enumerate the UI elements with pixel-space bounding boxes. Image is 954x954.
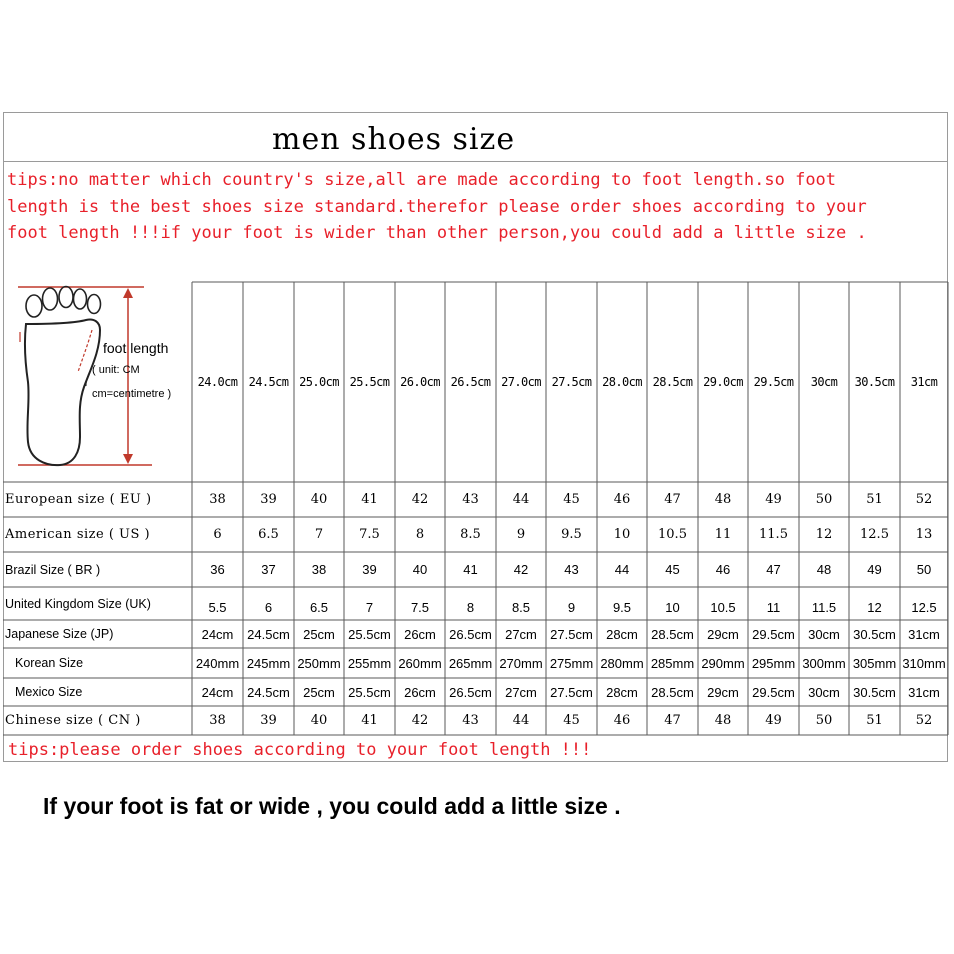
table-cell: 7	[314, 527, 324, 542]
table-cell: 45	[563, 713, 580, 728]
table-cell: 24cm	[201, 626, 234, 642]
table-cell: 11.5	[759, 527, 788, 542]
table-cell: 8.5	[511, 600, 531, 615]
table-cell: 28cm	[606, 684, 638, 700]
foot-length-label: foot length	[103, 340, 169, 356]
table-cell: 48	[816, 562, 832, 577]
header-cell: 31cm	[910, 375, 938, 389]
table-cell: 47	[766, 562, 781, 577]
table-cell: 6	[213, 527, 222, 542]
table-cell: 26.5cm	[449, 626, 492, 642]
header-cell: 28.0cm	[602, 375, 642, 389]
table-cell: 38	[311, 562, 327, 577]
table-cell: 29cm	[707, 626, 739, 642]
table-cell: 46	[715, 562, 731, 577]
table-cell: 37	[261, 562, 276, 577]
table-cell: 38	[209, 492, 226, 507]
row-label: Chinese size ( CN )	[5, 713, 141, 728]
tips-top-line: length is the best shoes size standard.therefor please order shoes according to your	[7, 196, 867, 217]
table-cell: 12.5	[911, 600, 937, 615]
table-cell: 250mm	[297, 655, 341, 671]
table-cell: 46	[613, 713, 631, 728]
table-cell: 28cm	[606, 626, 638, 642]
table-cell: 7	[365, 600, 374, 615]
tips-bottom: tips:please order shoes according to your foot length !!!	[8, 740, 592, 760]
table-cell: 52	[915, 713, 933, 728]
table-cell: 25.5cm	[348, 684, 391, 700]
table-cell: 10.5	[710, 600, 736, 615]
fit-note: If your foot is fat or wide , you could add a little size .	[43, 793, 621, 819]
row-label: European size ( EU )	[5, 492, 152, 507]
table-cell: 9.5	[561, 527, 582, 542]
table-cell: 285mm	[650, 655, 695, 671]
table-cell: 7.5	[359, 527, 380, 542]
header-cell: 28.5cm	[652, 375, 693, 389]
table-cell: 240mm	[195, 655, 240, 671]
table-cell: 42	[411, 713, 429, 728]
table-cell: 30cm	[808, 626, 840, 642]
table-cell: 10	[613, 527, 631, 542]
table-cell: 39	[362, 562, 377, 577]
table-cell: 44	[512, 713, 530, 728]
table-cell: 26.5cm	[449, 684, 492, 700]
table-cell: 29.5cm	[752, 626, 795, 642]
table-cell: 11	[714, 527, 732, 542]
title-divider	[3, 161, 948, 162]
table-cell: 10	[665, 600, 680, 615]
table-cell: 43	[564, 562, 579, 577]
table-cell: 45	[563, 492, 580, 507]
table-cell: 5.5	[208, 600, 227, 615]
foot-diagram	[16, 282, 190, 472]
table-cell: 12	[867, 600, 882, 615]
table-cell: 12	[815, 527, 833, 542]
header-cell: 29.5cm	[753, 375, 794, 389]
table-cell: 51	[866, 492, 883, 507]
header-cell: 25.5cm	[349, 375, 390, 389]
table-cell: 295mm	[751, 655, 796, 671]
tips-top-line: tips:no matter which country's size,all are made according to foot length.so foot	[7, 170, 837, 190]
table-cell: 39	[260, 492, 277, 507]
header-cell: 29.0cm	[703, 375, 743, 389]
row-label: Korean Size	[15, 656, 84, 670]
table-cell: 47	[664, 713, 681, 728]
header-cell: 27.5cm	[551, 375, 592, 389]
row-label: Japanese Size (JP)	[5, 627, 114, 641]
table-cell: 265mm	[448, 655, 493, 671]
table-cell: 47	[664, 492, 681, 507]
table-cell: 9.5	[612, 600, 632, 615]
table-cell: 42	[513, 562, 529, 577]
table-cell: 11	[766, 600, 781, 615]
table-cell: 46	[613, 492, 631, 507]
table-cell: 41	[463, 562, 478, 577]
table-cell: 39	[260, 713, 277, 728]
table-cell: 280mm	[600, 655, 644, 671]
table-cell: 25cm	[303, 684, 335, 700]
table-cell: 25.5cm	[348, 626, 391, 642]
cm-definition-label: cm=centimetre )	[92, 388, 172, 400]
header-cell: 30cm	[810, 375, 838, 389]
table-cell: 11.5	[811, 600, 837, 615]
table-cell: 41	[361, 713, 378, 728]
table-cell: 260mm	[398, 655, 442, 671]
table-cell: 12.5	[860, 527, 889, 542]
table-cell: 50	[815, 492, 833, 507]
table-cell: 36	[210, 562, 225, 577]
table-cell: 255mm	[347, 655, 392, 671]
table-cell: 50	[916, 562, 932, 577]
table-cell: 8	[415, 527, 425, 542]
table-cell: 29.5cm	[752, 684, 795, 700]
table-cell: 6	[264, 600, 273, 615]
table-cell: 50	[815, 713, 833, 728]
table-cell: 26cm	[404, 684, 436, 700]
row-label: American size ( US )	[5, 527, 151, 542]
table-cell: 45	[665, 562, 680, 577]
header-cell: 25.0cm	[299, 375, 339, 389]
table-cell: 51	[866, 713, 883, 728]
table-cell: 43	[462, 492, 479, 507]
foot-outline-icon	[16, 282, 190, 472]
table-cell: 8.5	[460, 527, 481, 542]
header-cell: 24.5cm	[248, 375, 289, 389]
table-cell: 41	[361, 492, 378, 507]
table-cell: 27.5cm	[550, 684, 593, 700]
header-cell: 26.0cm	[400, 375, 440, 389]
table-cell: 52	[915, 492, 933, 507]
table-cell: 9	[567, 600, 576, 615]
table-cell: 6.5	[309, 600, 329, 615]
table-cell: 28.5cm	[651, 684, 694, 700]
table-cell: 24.5cm	[247, 684, 290, 700]
header-cell: 26.5cm	[450, 375, 491, 389]
table-cell: 48	[714, 713, 732, 728]
unit-label: ( unit: CM	[92, 364, 140, 376]
table-cell: 27.5cm	[550, 626, 593, 642]
tips-top	[7, 167, 947, 247]
table-cell: 30cm	[808, 684, 840, 700]
table-cell: 38	[209, 713, 226, 728]
table-cell: 43	[462, 713, 479, 728]
header-cell: 27.0cm	[501, 375, 541, 389]
table-cell: 29cm	[707, 684, 739, 700]
table-cell: 49	[765, 492, 782, 507]
table-cell: 27cm	[505, 626, 537, 642]
table-cell: 13	[915, 527, 933, 542]
table-cell: 10.5	[658, 527, 687, 542]
page-title: men shoes size	[272, 122, 516, 157]
table-cell: 31cm	[908, 684, 940, 700]
table-cell: 9	[516, 527, 526, 542]
header-cell: 24.0cm	[197, 375, 238, 389]
table-cell: 31cm	[908, 626, 940, 642]
table-cell: 44	[512, 492, 530, 507]
table-cell: 25cm	[303, 626, 335, 642]
table-cell: 30.5cm	[853, 684, 896, 700]
table-cell: 305mm	[852, 655, 897, 671]
table-cell: 40	[310, 492, 328, 507]
row-label: Brazil Size ( BR )	[5, 562, 101, 577]
row-label: United Kingdom Size (UK)	[5, 596, 151, 611]
tips-top-line: foot length !!!if your foot is wider than other person,you could add a little size .	[7, 223, 867, 243]
table-cell: 245mm	[246, 655, 291, 671]
table-cell: 24.5cm	[247, 626, 290, 642]
table-cell: 7.5	[410, 600, 430, 615]
table-cell: 40	[310, 713, 328, 728]
table-cell: 275mm	[549, 655, 594, 671]
table-cell: 270mm	[499, 655, 543, 671]
row-label: Mexico Size	[15, 685, 83, 699]
table-cell: 28.5cm	[651, 626, 694, 642]
table-cell: 300mm	[802, 655, 846, 671]
table-cell: 8	[466, 600, 475, 615]
header-cell: 30.5cm	[854, 375, 895, 389]
table-cell: 30.5cm	[853, 626, 896, 642]
table-cell: 42	[411, 492, 429, 507]
table-cell: 27cm	[505, 684, 537, 700]
table-cell: 24cm	[201, 684, 234, 700]
table-cell: 48	[714, 492, 732, 507]
table-cell: 6.5	[258, 527, 279, 542]
table-cell: 26cm	[404, 626, 436, 642]
table-cell: 40	[412, 562, 428, 577]
table-cell: 44	[614, 562, 630, 577]
table-cell: 49	[867, 562, 882, 577]
table-cell: 49	[765, 713, 782, 728]
table-cell: 290mm	[701, 655, 745, 671]
table-cell: 310mm	[902, 655, 946, 671]
